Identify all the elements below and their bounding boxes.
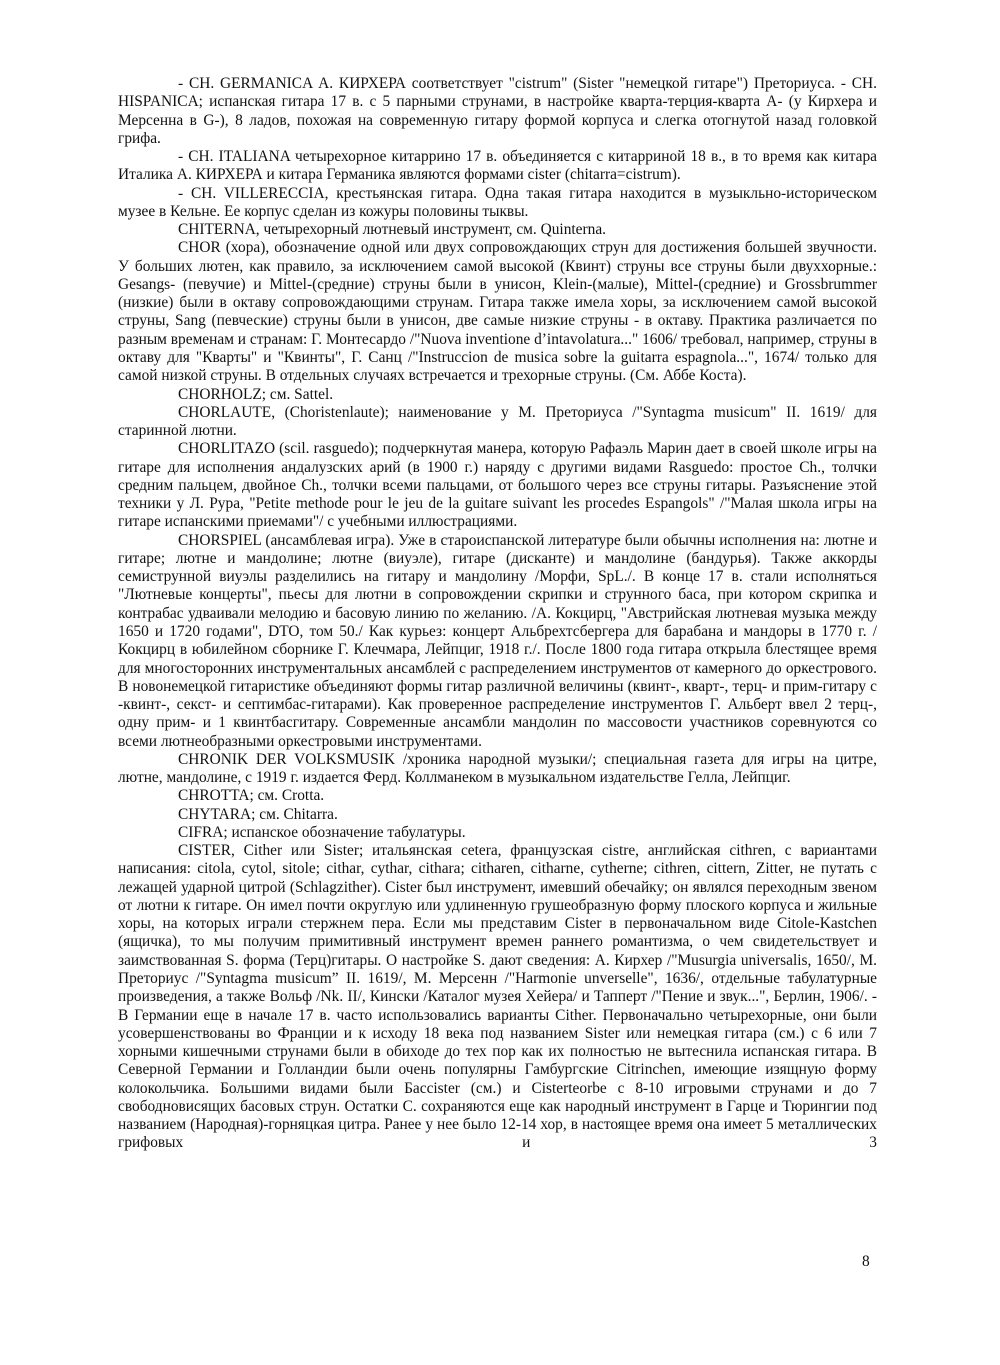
paragraph: CHORHOLZ; см. Sattel. <box>178 385 334 403</box>
paragraph: CISTER, Cither или Sister; итальянская cetera, французская cistre, английская cithren, с вариантами написания: citola, cytol, sitole; cithar, cythar, cithara; citharen, citharne, cytherne; cithren, cittern, Zitter, не путать с лежащей ударной цитрой (Schlagzither). Cister был инструмент, имевший обечайку; он являлся переходным звеном от лютни к гитаре. Он имел почти округлую или удлиненную грушеобразную форму плоского корпуса и жильные хоры, на которых играли стержнем пера. Если мы представим Cister в первоначальном виде Citole-Kastchen (ящичка), то мы получим примитивный инструмент времен раннего романтизма, о чем свидетельствует и заимствованная S. форма (Терц)гитары. О настройке S. дают сведения: А. Кирхер /"Musurgia universalis, 1650/, М. Преториус /"Syntagma musicum” II. 1619/, М. Мерсенн /"Harmonie unverselle", 1636/, отдельные табулатурные произведения, а также Вольф /Nk. II/, Кински /Каталог музея Хейера/ и Тапперт /"Пение и звук...", Берлин, 1906/. - В Германии еще в начале 17 в. часто использовались варианты Cither. Первоначально четырехорные, они были усовершенствованы во Франции и к исходу 18 века под названием Sister или немецкая гитара (см.) с 6 или 7 хорными кишечными струнами были в обиходе до тех пор как их полностью не вытеснила испанская гитара. В Северной Германии и Голландии были очень популярны Гамбургские Citrinchen, имеющие изящную форму колокольчика. Большими видами были Баccister (см.) и Cisterteorbe с 8-10 игровыми струнами и до 7 свободновисящих басовых струн. Остатки С. сохраняются еще как народный инструмент в Гарце и Тюрингии под названием (Народная)-горняцкая цитра. Ранее у нее было 12-14 хор, в настоящее время она имеет 5 металлических грифовых и 3 <box>118 842 877 1152</box>
paragraph: - CH. ITALIANA четырехорное китаррино 17 в. объединяется с китарриной 18 в., в то время как китара Италика А. КИРХЕРА и китара Германика являются формами cister (chitarra=cistrum). <box>118 148 877 184</box>
paragraph: CIFRA; испанское обозначение табулатуры. <box>178 823 466 841</box>
paragraph: - CH. VILLERECCIA, крестьянская гитара. Одна такая гитара находится в музыкльно-историческом музее в Кельне. Ее корпус сделан из кожуры половины тыквы. <box>118 184 877 220</box>
paragraph: CHORLAUTE, (Choristenlaute); наименование у М. Преториуса /"Syntagma musicum" II. 1619/ для старинной лютни. <box>118 403 877 440</box>
paragraph: CHOR (хора), обозначение одной или двух сопровождающих струн для достижения большей звучности. У больших лютен, как правило, за исключением самой высокой (Квинт) струны все струны были двуххорные.: Gesangs- (певучие) и Mittel-(средние) струны были в унисон, Klein-(малые), Mittel-(средние) и Grossbrummer (низкие) были в октаву сопровождающими струнам. Гитара также имела хоры, за исключением самой высокой струны, Sang (певческие) струны были в унисон, две самые низкие струны - в октаву. Практика различается по разным временам и странам: Г. Монтесардо /"Nuova inventione d’intavolatura..." 1606/ требовал, например, струны в октаву для "Кварты" и "Квинты", Г. Санц /"Instruccion de musica sobre la guitarra espagnola...", 1674/ только для самой низкой струны. В отдельных случаях встречается и трехорные струны. (См. Аббе Коста). <box>118 239 877 385</box>
paragraph: CHORLITAZO (scil. rasguedo); подчеркнутая манера, которую Рафаэль Марин дает в своей школе игры на гитаре для исполнения андалузских арий (в 1900 г.) наряду с другими видами Rasguedo: простое Ch., толчки средним пальцем, двойное Ch., толчки всеми пальцами, от большого через все струны гитары. Разъяснение этой техники у Л. Рура, "Petite methode pour le jeu de la guitare suivant les procedes Espangols" /"Малая школа игры на гитаре испанскими приемами"/ с учебными иллюстрациями. <box>118 440 877 531</box>
paragraph: CHITERNA, четырехорный лютневый инструмент, см. Quinterna. <box>178 221 607 239</box>
paragraph: CHORSPIEL (ансамблевая игра). Уже в староиспанской литературе были обычны исполнения на: лютне и гитаре; лютне и мандолине; лютне (виуэле), гитаре (дисканте) и мандолине (бандурья). Также аккорды семиструнной виуэлы разделились на гитару и мандолину /Морфи, SpL./. В конце 17 в. стали исполняться "Лютневые концерты", пьесы для лютни в сопровождении скрипки и струнного баса, при котором скрипка и контрабас удваивали мелодию и басовую линию по желанию. /А. Кокцирц, "Австрийская лютневая музыка между 1650 и 1720 годами", DTO, том 50./ Как курьез: концерт Альбрехтсбергера для барабана и мандоры в 1770 г. /Кокцирц в юбилейном сборнике Г. Клечмара, Лейпциг, 1918 г./. После 1800 года гитара открыла блестящее время для многосторонних инструментальных ансамблей с распределением инструментов от камерного до оркестрового. В новонемецкой гитаристике объединяют формы гитар различной величины (квинт-, кварт-, терц- и прим-гитару с -квинт-, секст- и септимбас-гитарами). Как проверенное распределение инструментов Г. Альберт ввел 2 терц-, одну прим- и 1 квинтбасгитару. Современные ансамбли мандолин по массовости участников соревнуются со всеми лютнеобразными оркестровыми инструментами. <box>118 531 877 750</box>
paragraph: CHYTARA; см. Chitarra. <box>178 805 338 823</box>
document-body <box>118 75 877 1153</box>
paragraph: CHRONIK DER VOLKSMUSIK /хроника народной музыки/; специальная газета для игры на цитре, лютне, мандолине, с 1919 г. издается Ферд. Коллманеком в музыкальном издательстве Гелла, Лейпциг. <box>118 750 877 787</box>
paragraph: - CH. GERMANICA А. КИРХЕРА соответствует "cistrum" (Sister "немецкой гитаре") Преториуса. - CH. HISPANICA; испанская гитара 17 в. с 5 парными струнами, в настройке кварта-терция-кварта A- (у Кирхера и Мерсенна в G-), 8 ладов, похожая на современную гитару формой корпуса и слегка отогнутой назад головкой грифа. <box>118 75 877 147</box>
paragraph: CHROTTA; см. Crotta. <box>178 787 325 805</box>
page-number: 8 <box>862 1253 870 1270</box>
